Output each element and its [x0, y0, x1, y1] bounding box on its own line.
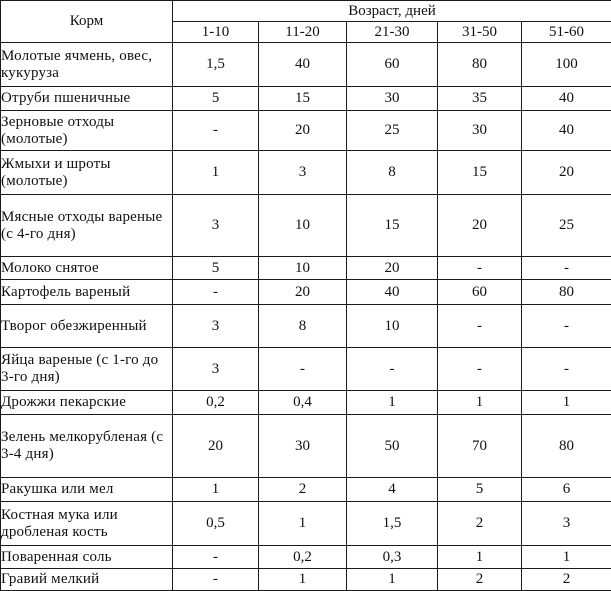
value-cell: 5 [173, 87, 259, 111]
value-cell: 1 [173, 478, 259, 502]
value-cell: 5 [173, 257, 259, 280]
feed-name-cell: Ракушка или мел [1, 478, 173, 502]
age-range-header: 51-60 [522, 22, 611, 43]
table-row [1, 546, 611, 569]
age-range-header: 1-10 [173, 22, 259, 43]
value-cell: 25 [347, 111, 438, 151]
value-cell: 35 [438, 87, 522, 111]
value-cell: 20 [438, 195, 522, 257]
value-cell: 1 [347, 391, 438, 415]
value-cell: 1 [522, 391, 611, 415]
feed-name-cell: Картофель вареный [1, 280, 173, 305]
value-cell: 15 [259, 87, 347, 111]
value-cell: 30 [347, 87, 438, 111]
value-cell: 20 [522, 151, 611, 195]
value-cell: 50 [347, 415, 438, 478]
value-cell: 20 [259, 280, 347, 305]
table-row [1, 111, 611, 151]
table-row [1, 569, 611, 591]
value-cell: - [438, 305, 522, 348]
value-cell: 0,3 [347, 546, 438, 569]
value-cell: - [438, 348, 522, 391]
value-cell: 100 [522, 43, 611, 87]
value-cell: 10 [259, 257, 347, 280]
value-cell: 0,4 [259, 391, 347, 415]
value-cell: 40 [347, 280, 438, 305]
feed-name-cell: Зерновые отходы (молотые) [1, 111, 173, 151]
table-row [1, 478, 611, 502]
feed-name-cell: Жмыхи и шроты (молотые) [1, 151, 173, 195]
value-cell: 20 [347, 257, 438, 280]
table-row [1, 87, 611, 111]
value-cell: 3 [173, 195, 259, 257]
value-cell: 1 [347, 569, 438, 591]
value-cell: 1 [173, 151, 259, 195]
value-cell: 0,5 [173, 502, 259, 546]
value-cell: 60 [438, 280, 522, 305]
value-cell: 2 [438, 569, 522, 591]
feed-name-cell: Костная мука или дробленая кость [1, 502, 173, 546]
value-cell: 8 [347, 151, 438, 195]
value-cell: 1 [438, 546, 522, 569]
feed-name-cell: Яйца вареные (с 1-го до 3-го дня) [1, 348, 173, 391]
value-cell: 15 [438, 151, 522, 195]
value-cell: 3 [173, 348, 259, 391]
value-cell: 4 [347, 478, 438, 502]
value-cell: 15 [347, 195, 438, 257]
table-row [1, 348, 611, 391]
value-cell: 5 [438, 478, 522, 502]
value-cell: - [173, 546, 259, 569]
value-cell: 30 [438, 111, 522, 151]
feed-name-cell: Поваренная соль [1, 546, 173, 569]
value-cell: 0,2 [259, 546, 347, 569]
table-row [1, 257, 611, 280]
value-cell: 10 [259, 195, 347, 257]
value-cell: 2 [522, 569, 611, 591]
value-cell: - [438, 257, 522, 280]
value-cell: 30 [259, 415, 347, 478]
feed-name-cell: Дрожжи пекарские [1, 391, 173, 415]
value-cell: 3 [173, 305, 259, 348]
table-row [1, 391, 611, 415]
feed-column-header: Корм [1, 1, 173, 43]
table-row [1, 305, 611, 348]
age-range-header: 21-30 [347, 22, 438, 43]
value-cell: 0,2 [173, 391, 259, 415]
value-cell: 20 [173, 415, 259, 478]
feed-name-cell: Зелень мелкорубленая (с 3-4 дня) [1, 415, 173, 478]
value-cell: - [259, 348, 347, 391]
value-cell: 1,5 [173, 43, 259, 87]
value-cell: 40 [522, 87, 611, 111]
value-cell: 20 [259, 111, 347, 151]
value-cell: - [347, 348, 438, 391]
value-cell: - [522, 305, 611, 348]
value-cell: 1,5 [347, 502, 438, 546]
value-cell: 25 [522, 195, 611, 257]
table-row [1, 43, 611, 87]
feed-name-cell: Гравий мелкий [1, 569, 173, 591]
value-cell: 2 [438, 502, 522, 546]
value-cell: 1 [522, 546, 611, 569]
feed-name-cell: Молотые ячмень, овес, кукуруза [1, 43, 173, 87]
age-range-header: 31-50 [438, 22, 522, 43]
value-cell: 40 [259, 43, 347, 87]
value-cell: 40 [522, 111, 611, 151]
feed-name-cell: Мясные отходы вареные (с 4-го дня) [1, 195, 173, 257]
table-row [1, 280, 611, 305]
value-cell: 10 [347, 305, 438, 348]
table-row [1, 195, 611, 257]
value-cell: 1 [259, 502, 347, 546]
value-cell: 1 [259, 569, 347, 591]
value-cell: 6 [522, 478, 611, 502]
value-cell: - [522, 348, 611, 391]
feed-name-cell: Молоко снятое [1, 257, 173, 280]
value-cell: 1 [438, 391, 522, 415]
value-cell: 2 [259, 478, 347, 502]
value-cell: 80 [522, 280, 611, 305]
value-cell: - [173, 111, 259, 151]
value-cell: 80 [522, 415, 611, 478]
value-cell: - [173, 569, 259, 591]
value-cell: 60 [347, 43, 438, 87]
value-cell: 80 [438, 43, 522, 87]
value-cell: - [173, 280, 259, 305]
table-row [1, 151, 611, 195]
value-cell: 3 [522, 502, 611, 546]
value-cell: 70 [438, 415, 522, 478]
table-row [1, 415, 611, 478]
value-cell: - [522, 257, 611, 280]
value-cell: 3 [259, 151, 347, 195]
age-group-header: Возраст, дней [173, 1, 611, 22]
value-cell: 8 [259, 305, 347, 348]
feed-name-cell: Отруби пшеничные [1, 87, 173, 111]
table-row [1, 502, 611, 546]
feed-name-cell: Творог обезжиренный [1, 305, 173, 348]
age-range-header: 11-20 [259, 22, 347, 43]
